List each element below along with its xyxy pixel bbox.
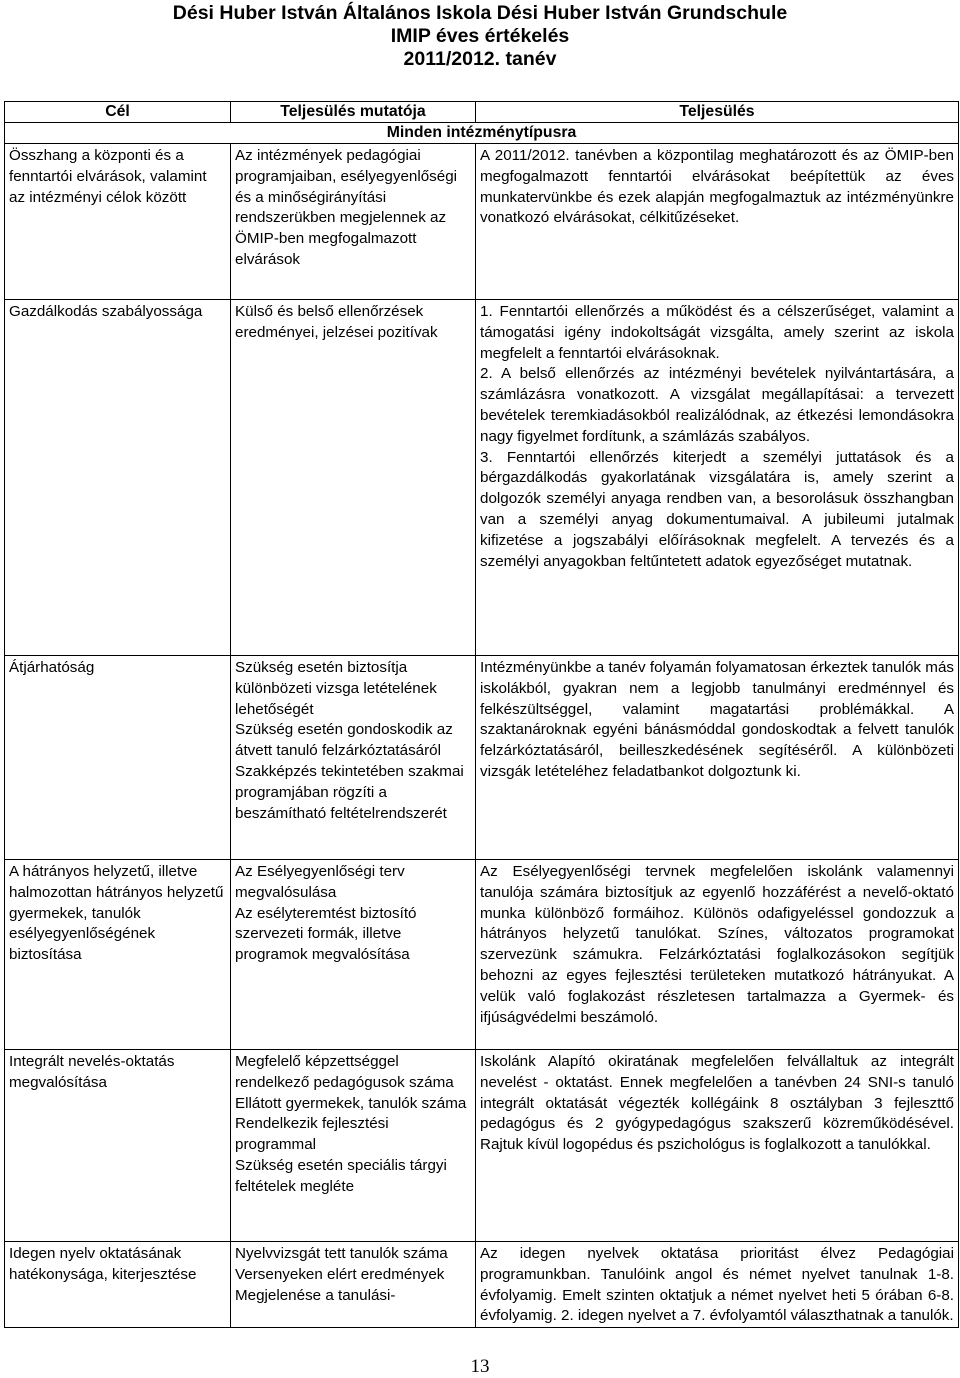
indicator-item: Szükség esetén speciális tárgyi feltételek megléte xyxy=(235,1156,447,1195)
indicator-cell xyxy=(231,300,476,656)
result-paragraph: Iskolánk Alapító okiratának megfelelően felvállaltuk az integrált nevelést - oktatást. Ennek megfelelően a tanévben 24 SNI-s tanuló integrált oktatását végezték kollégáink 8 osztályban 3 fejleszttő pedagógus és 2 gyógypedagógus szakszerű közreműködésével. Rajtuk kívül logopédus és pszichológus is foglalkozott a tanulókkal. xyxy=(480,1053,954,1154)
result-paragraph: Intézményünkbe a tanév folyamán folyamatosan érkeztek tanulók más iskolákból, gyakran nem a legjobb tanulmányi eredménnyel és felkészültséggel, valamint magatartási problémákkal. A szaktanároknak egyéni bánásmóddal gondoskodtak a felvett tanulók felzárkóztatásáról, beilleszkedésének segítéséről. A különbözeti vizsgák letételéhez feladatbankot dolgoztunk ki. xyxy=(480,659,954,780)
table-row xyxy=(5,860,959,1050)
indicator-item: Rendelkezik fejlesztési programmal xyxy=(235,1115,389,1154)
table-row xyxy=(5,1242,959,1328)
indicator-cell xyxy=(231,860,476,1050)
table-row xyxy=(5,1050,959,1242)
indicator-cell xyxy=(231,656,476,860)
result-cell xyxy=(476,1242,959,1328)
table-row xyxy=(5,144,959,300)
school-year: 2011/2012. tanév xyxy=(403,48,557,70)
indicator-cell xyxy=(231,1050,476,1242)
goal-cell: A hátrányos helyzetű, illetve halmozottan hátrányos helyzetű gyermekek, tanulók esélyegyenlőségének biztosítása xyxy=(5,860,231,1050)
goal-cell: Idegen nyelv oktatásának hatékonysága, kiterjesztése xyxy=(5,1242,231,1328)
result-paragraph: Az Esélyegyenlőségi tervnek megfelelően iskolánk valamennyi tanulója számára biztosítjuk az egyenlő hozzáférést a nevelő-oktató munka különböző formáihoz. Különös odafigyeléssel gondozzuk a hátrányos helyzetű tanulókat. Színes, változatos programokat szervezünk számukra. Felzárkóztatási foglalkozásokon segítjük behozni az egyes fejlesztési területeken mutatkozó hátrányukat. A velük való foglakozást részletesen tartalmazza a Gyermek- és ifjúságvédelmi beszámoló. xyxy=(480,863,954,1026)
subheader-all-institution-types: Minden intézménytípusra xyxy=(5,123,959,144)
document-header xyxy=(0,0,960,71)
indicator-cell xyxy=(231,1242,476,1328)
result-cell xyxy=(476,144,959,300)
indicator-item: Az Esélyegyenlőségi terv megvalósulása xyxy=(235,863,405,901)
result-paragraph: 2. A belső ellenőrzés az intézményi bevételek nyilvántartására, a számlázásra vonatkozott. A vizsgálat megállapításai: a tervezett bevételek teremkiadásokból realizálódnak, az étkezési lemondásokra nagy figyelmet fordítunk, a számlázás szabályos. xyxy=(480,365,954,445)
indicator-item: Ellátott gyermekek, tanulók száma xyxy=(235,1094,467,1112)
document-title: IMIP éves értékelés xyxy=(390,25,570,47)
goal-cell: Integrált nevelés-oktatás megvalósítása xyxy=(5,1050,231,1242)
result-cell xyxy=(476,656,959,860)
indicator-item: Az intézmények pedagógiai programjaiban, esélyegyenlőségi és a minőségirányítási rendszerükben megjelennek az ÖMIP-ben megfogalmazott elvárások xyxy=(235,147,458,268)
goal-cell: Összhang a központi és a fenntartói elvárások, valamint az intézményi célok között xyxy=(5,144,231,300)
indicator-item: Megjelenése a tanulási- xyxy=(235,1286,396,1304)
result-paragraph: 3. Fenntartói ellenőrzés kiterjedt a személyi juttatások és a bérgazdálkodás gyakorlatának vizsgálatára is, amely szerint a dolgozók személyi anyaga rendben van, a besorolásuk összhangban van a személyi anyag dokumentumaival. A jubileumi jutalmak kifizetése a jogszabályi előírásoknak megfelelt. A tervezés és a személyi anyagokban feltűntetett adatok egyezőséget mutatnak. xyxy=(480,448,954,570)
school-title: Dési Huber István Általános Iskola Dési Huber István Grundschule xyxy=(172,2,788,24)
result-paragraph: Az idegen nyelvek oktatása prioritást élvez Pedagógiai programunkban. Tanulóink angol és német nyelvet tanulnak 1-8. évfolyamig. Emelt szinten oktatjuk a német nyelvet heti 5 órában 6-8. évfolyamig. 2. idegen nyelvet a 7. évfolyamtól választhatnak a tanulók. xyxy=(480,1245,954,1325)
indicator-item: Külső és belső ellenőrzések eredményei, jelzései pozitívak xyxy=(235,303,438,341)
indicator-item: Az esélyteremtést biztosító szervezeti formák, illetve programok megvalósítása xyxy=(235,904,417,964)
table-row xyxy=(5,300,959,656)
indicator-item: Szükség esetén biztosítja különbözeti vizsga letételének lehetőségét xyxy=(235,659,437,718)
result-cell xyxy=(476,300,959,656)
result-paragraph: A 2011/2012. tanévben a központilag meghatározott és az ÖMIP-ben megfogalmazott fenntartói elvárásokat beépítettük az éves munkatervünkbe és ezek alapján megfogalmaztuk az intézményünkre vonatkozó elvárásokat, célkitűzéseket. xyxy=(480,147,954,227)
goal-cell: Gazdálkodás szabályossága xyxy=(5,300,231,656)
column-header-goal: Cél xyxy=(5,102,231,123)
column-header-result: Teljesülés xyxy=(476,102,959,123)
indicator-item: Szakképzés tekintetében szakmai programjában rögzíti a beszámítható feltételrendszerét xyxy=(235,762,464,822)
indicator-item: Nyelvvizsgát tett tanulók száma xyxy=(235,1245,448,1262)
table-header-row xyxy=(5,102,959,123)
result-cell xyxy=(476,860,959,1050)
table-subheader-row xyxy=(5,123,959,144)
result-paragraph: 1. Fenntartói ellenőrzés a működést és a célszerűséget, valamint a támogatási igény indokoltságát vizsgálta, amely szerint az iskola megfelelt a fenntartói elvárásoknak. xyxy=(480,303,954,362)
indicator-item: Megfelelő képzettséggel rendelkező pedagógusok száma xyxy=(235,1053,454,1091)
result-cell xyxy=(476,1050,959,1242)
goal-cell: Átjárhatóság xyxy=(5,656,231,860)
indicator-item: Versenyeken elért eredmények xyxy=(235,1265,445,1283)
page-number: 13 xyxy=(470,1356,490,1377)
indicator-cell xyxy=(231,144,476,300)
table-row xyxy=(5,656,959,860)
indicator-item: Szükség esetén gondoskodik az átvett tanuló felzárkóztatásáról xyxy=(235,721,453,760)
column-header-indicator: Teljesülés mutatója xyxy=(231,102,476,123)
evaluation-table xyxy=(4,101,959,1328)
